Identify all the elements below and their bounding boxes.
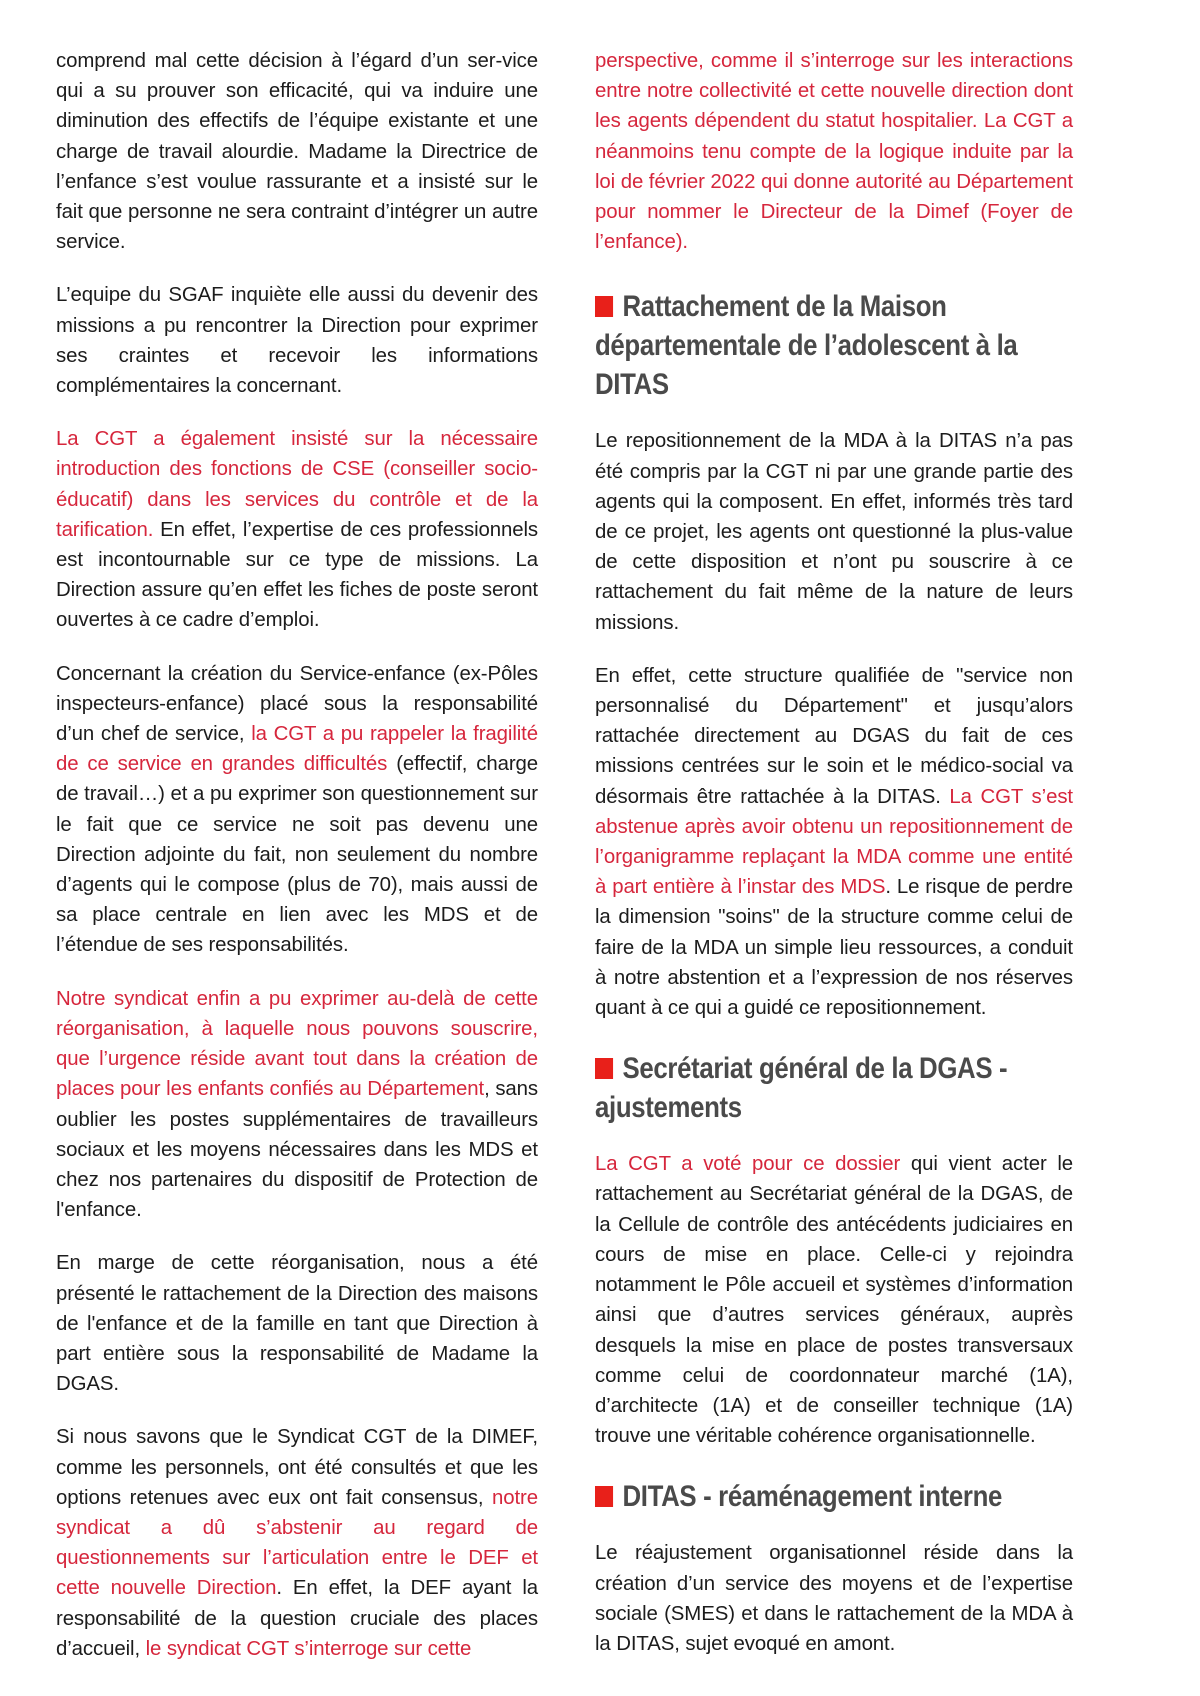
- paragraph: [56, 424, 538, 635]
- paragraph: [56, 46, 538, 257]
- paragraph: [56, 1422, 538, 1664]
- red-square-bullet-icon: [595, 1058, 613, 1079]
- body-text-run: Concernant la création du Service-enfance (ex-Pôles inspecteurs-enfance) placé sous la responsabilité d’un chef de service,: [56, 662, 538, 746]
- body-text-run: (effectif, charge de travail…) et a pu exprimer son questionnement sur le fait que ce service ne soit pas devenu une Direction adjointe du fait, non seulement du nombre d’agents qui le compose (plus de 70), mais aussi de sa place centrale en lien avec les MDS et de l’étendue de ses responsabilités.: [56, 753, 539, 957]
- paragraph: [595, 661, 1073, 1023]
- paragraph: [56, 280, 538, 401]
- section-heading-label: Rattachement de la Maison départementale de l’adolescent à la DITAS: [595, 290, 1018, 402]
- highlighted-text-run: la CGT a pu rappeler la fragilité de ce service en grandes difficultés: [56, 723, 538, 776]
- paragraph: [595, 1149, 1073, 1451]
- section-heading-label: Secrétariat général de la DGAS - ajustements: [595, 1052, 1008, 1125]
- highlighted-text-run: perspective, comme il s’interroge sur les interactions entre notre collectivité et cette nouvelle direction dont les agents dépendent du statut hospitalier. La CGT a néanmoins tenu compte de la logique induite par la loi de février 2022 qui donne autorité au Département pour nommer le Directeur de la Dimef (Foyer de l’enfance).: [595, 50, 1073, 254]
- highlighted-text-run: La CGT s’est abstenue après avoir obtenu un repositionnement de l’organigramme replaçant la MDA comme une entité à part entière à l’instar des MDS: [595, 785, 1073, 899]
- highlighted-text-run: La CGT a également insisté sur la nécessaire introduction des fonctions de CSE (conseiller socio-éducatif) dans les services du contrôle et de la tarification.: [56, 428, 538, 541]
- body-text-run: Le réajustement organisationnel réside dans la création d’un service des moyens et de l’expertise sociale (SMES) et dans le rattachement de la MDA à la DITAS, sujet evoqué en amont.: [595, 1542, 1073, 1655]
- body-text-run: En effet, cette structure qualifiée de "service non personnalisé du Département" et jusqu’alors rattachée directement au DGAS du fait de ces missions centrées sur le soin et le médico-social va désormais être rattachée à la DITAS.: [595, 664, 1073, 808]
- highlighted-text-run: le syndicat CGT s’interroge sur cette: [145, 1637, 472, 1660]
- paragraph: [595, 1538, 1073, 1659]
- body-text-run: . Le risque de perdre la dimension "soins" de la structure comme celui de faire de la MDA un simple lieu ressources, a conduit à notre abstention et a l’expression de nos réserves quant à ce qui a guidé ce repositionnement.: [595, 876, 1073, 1020]
- body-text-run: . En effet, la DEF ayant la responsabilité de la question cruciale des places d’accueil,: [56, 1577, 538, 1660]
- paragraph: [56, 659, 538, 961]
- paragraph: [56, 1248, 538, 1399]
- body-text-run: Le repositionnement de la MDA à la DITAS n’a pas été compris par la CGT ni par une grande partie des agents qui la composent. En effet, informés très tard de ce projet, les agents ont questionné la plus-value de cette disposition et n’ont pu souscrire à ce rattachement du fait même de la nature de leurs missions.: [595, 430, 1073, 634]
- body-text-run: , sans oublier les postes supplémentaires de travailleurs sociaux et les moyens nécessaires dans les MDS et chez nos partenaires du dispositif de Protection de l'enfance.: [56, 1078, 538, 1222]
- highlighted-text-run: notre syndicat a dû s’abstenir au regard de questionnements sur l’articulation entre le DEF et cette nouvelle Direction: [56, 1486, 538, 1600]
- highlighted-text-run: Notre syndicat enfin a pu exprimer au-delà de cette réorganisation, à laquelle nous pouvons souscrire, que l’urgence réside avant tout dans la création de places pour les enfants confiés au Département: [56, 987, 538, 1101]
- body-text-run: En effet, l’expertise de ces professionnels est incontournable sur ce type de missions. La Direction assure qu’en effet les fiches de poste seront ouvertes à ce cadre d’emploi.: [56, 518, 538, 632]
- red-square-bullet-icon: [595, 296, 613, 317]
- red-square-bullet-icon: [595, 1486, 613, 1507]
- highlighted-text-run: La CGT a voté pour ce dossier: [595, 1153, 901, 1176]
- two-column-layout: [56, 46, 1148, 1676]
- left-column: [56, 46, 538, 1664]
- section-heading: [595, 1477, 1072, 1516]
- body-text-run: qui vient acter le rattachement au Secrétariat général de la DGAS, de la Cellule de contrôle des antécédents judiciaires en cours de mise en place. Celle-ci y rejoindra notamment le Pôle accueil et systèmes d’information ainsi que d’autres services généraux, auprès desquels la mise en place de postes transversaux comme celui de coordonnateur marché (1A), d’architecte (1A) et de conseiller technique (1A) trouve une véritable cohérence organisationnelle.: [595, 1153, 1074, 1448]
- body-text-run: En marge de cette réorganisation, nous a été présenté le rattachement de la Direction des maisons de l'enfance et de la famille en tant que Direction à part entière sous la responsabilité de Madame la DGAS.: [56, 1252, 538, 1396]
- section-heading: [595, 287, 1072, 404]
- section-heading-label: DITAS - réaménagement interne: [622, 1480, 1003, 1514]
- body-text-run: Si nous savons que le Syndicat CGT de la DIMEF, comme les personnels, ont été consultés et que les options retenues avec eux ont fait consensus,: [56, 1426, 538, 1509]
- paragraph: [56, 984, 538, 1226]
- paragraph: [595, 426, 1073, 637]
- body-text-run: L’equipe du SGAF inquiète elle aussi du devenir des missions a pu rencontrer la Direction pour exprimer ses craintes et recevoir les informations complémentaires la concernant.: [56, 284, 538, 398]
- section-heading: [595, 1049, 1072, 1127]
- right-column: [595, 46, 1073, 1659]
- body-text-run: comprend mal cette décision à l’égard d’un ser-vice qui a su prouver son efficacité, qui va induire une diminution des effectifs de l’équipe existante et une charge de travail alourdie. Madame la Directrice de l’enfance s’est voulue rassurante et a insisté sur le fait que personne ne sera contraint d’intégrer un autre service.: [56, 50, 538, 254]
- paragraph: [595, 46, 1073, 257]
